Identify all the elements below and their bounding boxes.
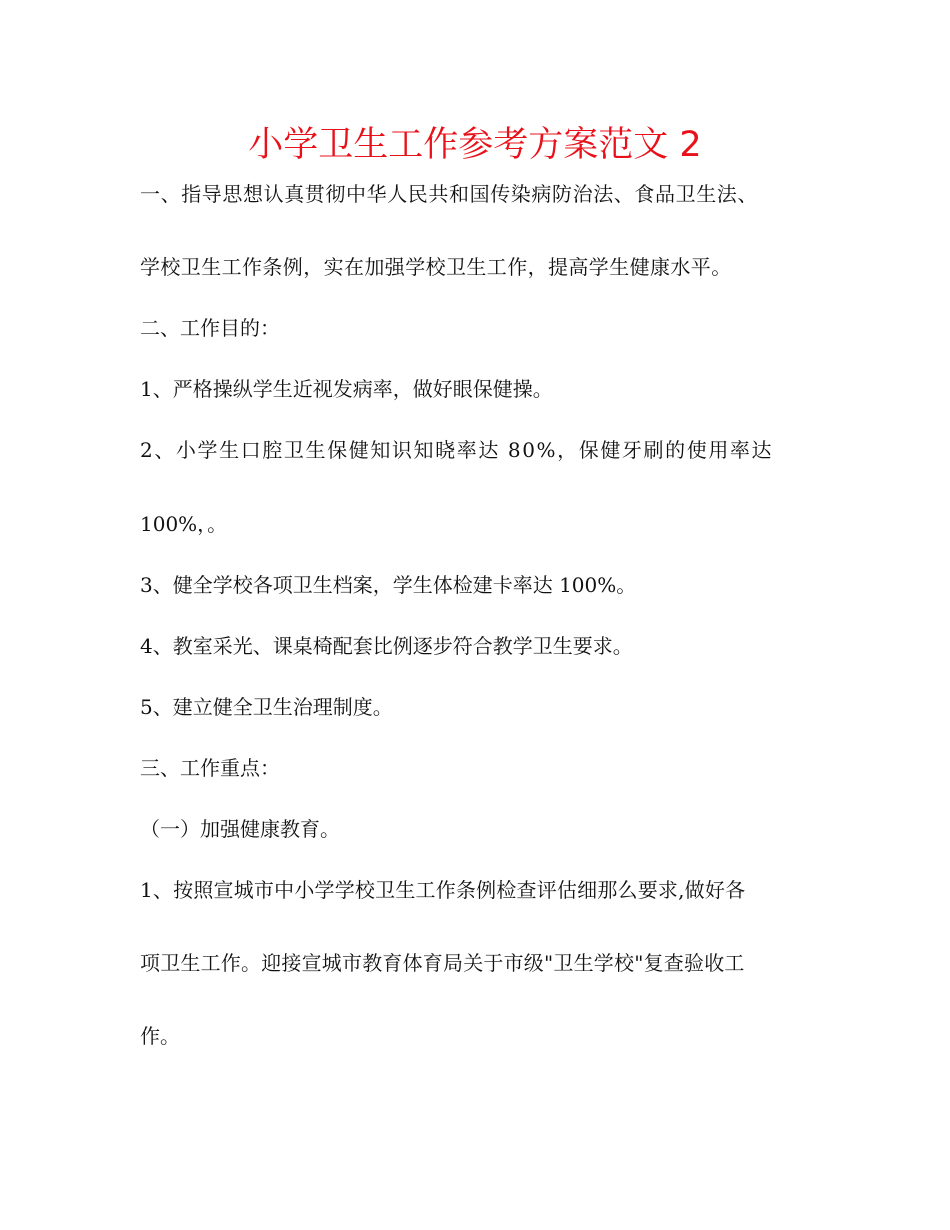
paragraph-line: 学校卫生工作条例，实在加强学校卫生工作，提高学生健康水平。 <box>140 255 732 279</box>
document-title: 小学卫生工作参考方案范文 2 <box>248 125 702 165</box>
list-item: 5、建立健全卫生治理制度。 <box>140 695 393 719</box>
list-item: 3、健全学校各项卫生档案，学生体检建卡率达 100%。 <box>140 573 637 597</box>
list-item-continuation: 100%，。 <box>140 512 228 536</box>
list-item: 2、小学生口腔卫生保健知识知晓率达 80%，保健牙刷的使用率达 <box>140 438 774 462</box>
section-heading: 三、工作重点： <box>140 756 280 780</box>
list-item: 1、严格操纵学生近视发病率，做好眼保健操。 <box>140 377 553 401</box>
list-item-continuation: 项卫生工作。迎接宣城市教育体育局关于市级"卫生学校"复查验收工 <box>140 951 745 975</box>
list-item: 4、教室采光、课桌椅配套比例逐步符合教学卫生要求。 <box>140 634 633 658</box>
paragraph-line: 一、指导思想认真贯彻中华人民共和国传染病防治法、食品卫生法、 <box>140 182 758 206</box>
subsection-heading: （一）加强健康教育。 <box>140 817 340 841</box>
section-heading: 二、工作目的： <box>140 316 280 340</box>
list-item-continuation: 作。 <box>140 1024 180 1048</box>
list-item: 1、按照宣城市中小学学校卫生工作条例检查评估细那么要求,做好各 <box>140 878 746 902</box>
